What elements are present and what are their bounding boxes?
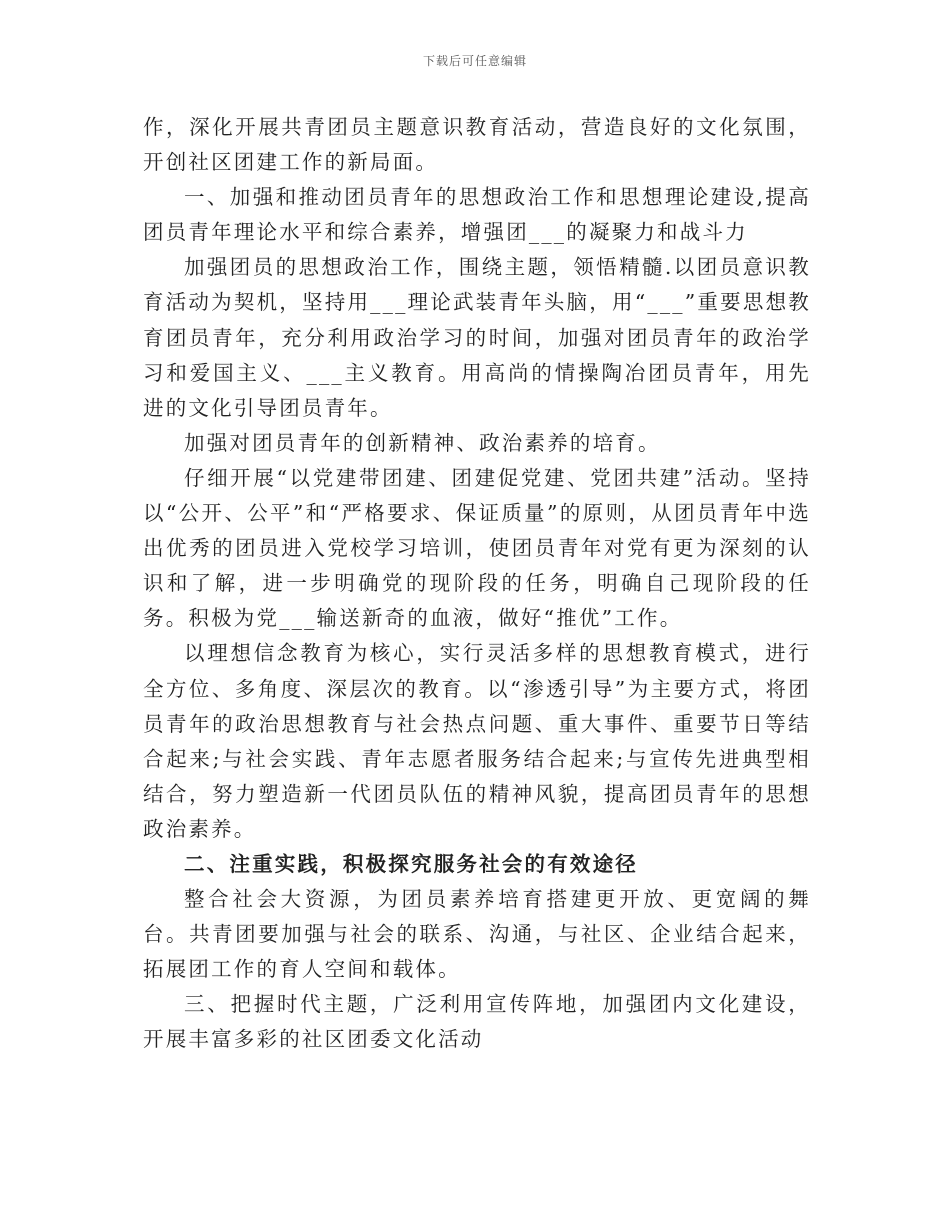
document-body — [143, 110, 811, 1058]
paragraph: 仔细开展“以党建带团建、团建促党建、党团共建”活动。坚持以“公开、公平”和“严格要求、保证质量”的原则，从团员青年中选出优秀的团员进入党校学习培训，使团员青年对党有更为深刻的认识和了解，进一步明确党的现阶段的任务，明确自己现阶段的任务。积极为党___输送新奇的血液，做好“推优”工作。 — [143, 465, 811, 631]
section-heading-2: 二、注重实践，积极探究服务社会的有效途径 — [184, 851, 638, 876]
section-heading-3: 三、把握时代主题，广泛利用宣传阵地，加强团内文化建设，开展丰富多彩的社区团委文化活动 — [143, 992, 811, 1052]
paragraph: 整合社会大资源，为团员素养培育搭建更开放、更宽阔的舞台。共青团要加强与社会的联系、沟通，与社区、企业结合起来，拓展团工作的育人空间和载体。 — [143, 887, 811, 982]
paragraph: 加强团员的思想政治工作，围绕主题，领悟精髓.以团员意识教育活动为契机，坚持用___理论武装青年头脑，用“___”重要思想教育团员青年，充分利用政治学习的时间，加强对团员青年的政治学习和爱国主义、___主义教育。用高尚的情操陶冶团员青年，用先进的文化引导团员青年。 — [143, 255, 811, 420]
page-header: 下载后可任意编辑 — [422, 54, 527, 68]
paragraph: 加强对团员青年的创新精神、政治素养的培育。 — [184, 430, 661, 455]
section-heading-1: 一、加强和推动团员青年的思想政治工作和思想理论建设,提高团员青年理论水平和综合素养，增强团___的凝聚力和战斗力 — [143, 185, 811, 245]
paragraph: 以理想信念教育为核心，实行灵活多样的思想教育模式，进行全方位、多角度、深层次的教育。以“渗透引导”为主要方式，将团员青年的政治思想教育与社会热点问题、重大事件、重要节日等结合起来;与社会实践、青年志愿者服务结合起来;与宣传先进典型相结合，努力塑造新一代团员队伍的精神风貌，提高团员青年的思想政治素养。 — [143, 641, 811, 841]
paragraph-continuation: 作，深化开展共青团员主题意识教育活动，营造良好的文化氛围，开创社区团建工作的新局面。 — [143, 115, 811, 175]
